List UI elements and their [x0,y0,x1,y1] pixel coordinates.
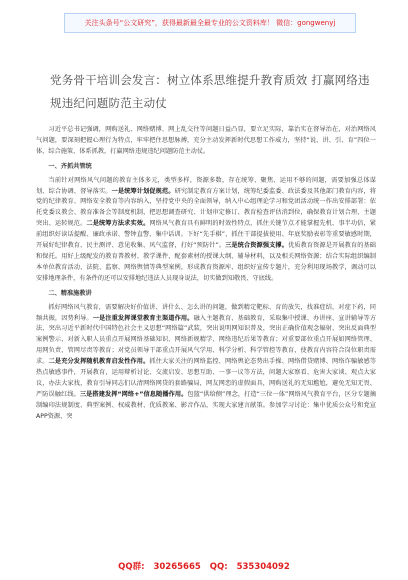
section-heading-2: 二、精准施教讲 [48,289,92,297]
qq-number: QQ: 535304092 [209,562,290,572]
bold-point: 一是统筹计划促规范。 [111,187,175,195]
section-heading-1: 一、齐抓共管统 [48,162,92,170]
document-body [36,125,376,423]
promo-banner: 关注头条号“公文研究”，获得最新最全最专业的公文资料库！ 微信：gongwenyj [64,13,356,33]
section-1-paragraph: 当前针对网络风气问题的教育主体多元，类型多样，资源多数，存在统筹、聚焦、运用不够的问题，需要加强总体谋划、综合协调、督导落实。一是统筹计划促规范。研究制定教育方案计划，统筹纪委监委、政法委及其他部门教育内容，将党的纪律教育、网络安全教育等内容纳入，坚持党中央的全面领导，纳入中心组理论学习和党团活动统一作出安排部署：依托党委议教会、教育准备会等制度机制，把思想调查研究、计划审定修订、教育检查评估消到位，确保教育计划合理、主题突出、运转规范。二是统筹方法求实效。网络风气教育具有鲜明的时效性特点，抓住关键节点才能掌握先机、事半功倍，紧前组织好读话提醒、廉政承诺、警钟直警、集中话训。下好“先手棋”，抓住干部提拔使用、年底奖励表彰等重要敏感时期，开展好纪律教育、民主测评、意见收集、风气监督，打好“预防针”。三是统合资源强支撑。优质教育资源是开展教育的基础和保托。用好上级配发的教育普教材、教学课件，配套素材的授课大纲、辅导材料，以及相关网络资源；结合实际组织编制本单位教育活动、法院、监察、网络舆情等典型案例，形成教育资源库，组织好宣传专题片，充分利用现场教学，调动可以安排地理条件，有条件的还可以安排地纪违法人员现身说法，切实做到知敬畏、守底线。 [36,176,377,282]
bold-point: 二是充分发挥随机教育启发性作用。 [48,358,150,366]
section-2-paragraph: 抓好网络风气教育，需要解决好价值讲、讲什么、怎么讲的问题，做到精定靶标、育的放矢，找准症结，对症下药，同频共振，因势利导。一是注重发挥课堂教育主渠道作用。融入主题教育、基础教育，采取集中授课、办讲座、宣讲辅导等方法，突出习近平新时代中国特色社会主义思想“网络篇”武装，突出说明网知识普及，突出正确价值观念辐射、突出反面典型案例警示，对新入职人员重点开展网络基础知识、网络新规精学、网络违纪后果等教育；对重要部位重点开展如网络管理、用网负责、管网尽责等教育；对党员领导干部重点开展风气学用、科学分析、科学管控等教育，使教育内容符合岗位职责需求。二是充分发挥随机教育启发性作用。抓住大家关注的网络监控、网络舆论态势出手操、网络借贷赌博、网络诈骗敏感等热点敏感事件，开展教育，运用辩析讨论、交流启发、思想互助、一事一议等方法，问题大家察看、危害大家谈、观点大家议，办法大家找，教育引导同志们认清网络网贷的套路骗局，网友网恋的虚假面具，网购送礼的无知尴尬，避免无知无畏、严防误触红线。三是搭建发挥“网络+”信息随播作用。包篮“供给侧”理念，打造“三位一体”网络风气教育平台，区分专题摘制编印法规制度、典型案例、权威教材、优质教案、影音作品，实现大家建言献策。参加学习讨论：集中优质公众号和党宣APP资源，突 [36,303,377,420]
qq-group: QQ群: 30265665 [118,562,201,572]
bold-point: 三是搭建发挥“网络+”信息随播作用。 [79,390,188,398]
intro-paragraph: 习近平总书记强调，网购送礼、网络赌博、网上乱交往等问题日益凸显，要立足实际，靠治实在督导治在，对治网络风气问题，要深刻把握心理行为特点，牢牢把住思想脉搏，充分主动发挥新时代思想工作威力，坚持“说、讲、引、育”四位一体，综合施策、体系抓教，打赢网络违规违纪问题防范主动仗。 [36,126,376,155]
bold-point: 三是统合资源强支撑。 [225,242,289,250]
contact-footer [0,560,408,572]
bold-point: 一是注重发挥课堂教育主渠道作用。 [92,314,194,322]
bold-point: 二是统筹方法求实效。 [86,220,150,228]
page-title: 党务骨干培训会发言：树立体系思维提升教育质效 打赢网络违规违纪问题防范主动仗 [50,73,370,110]
